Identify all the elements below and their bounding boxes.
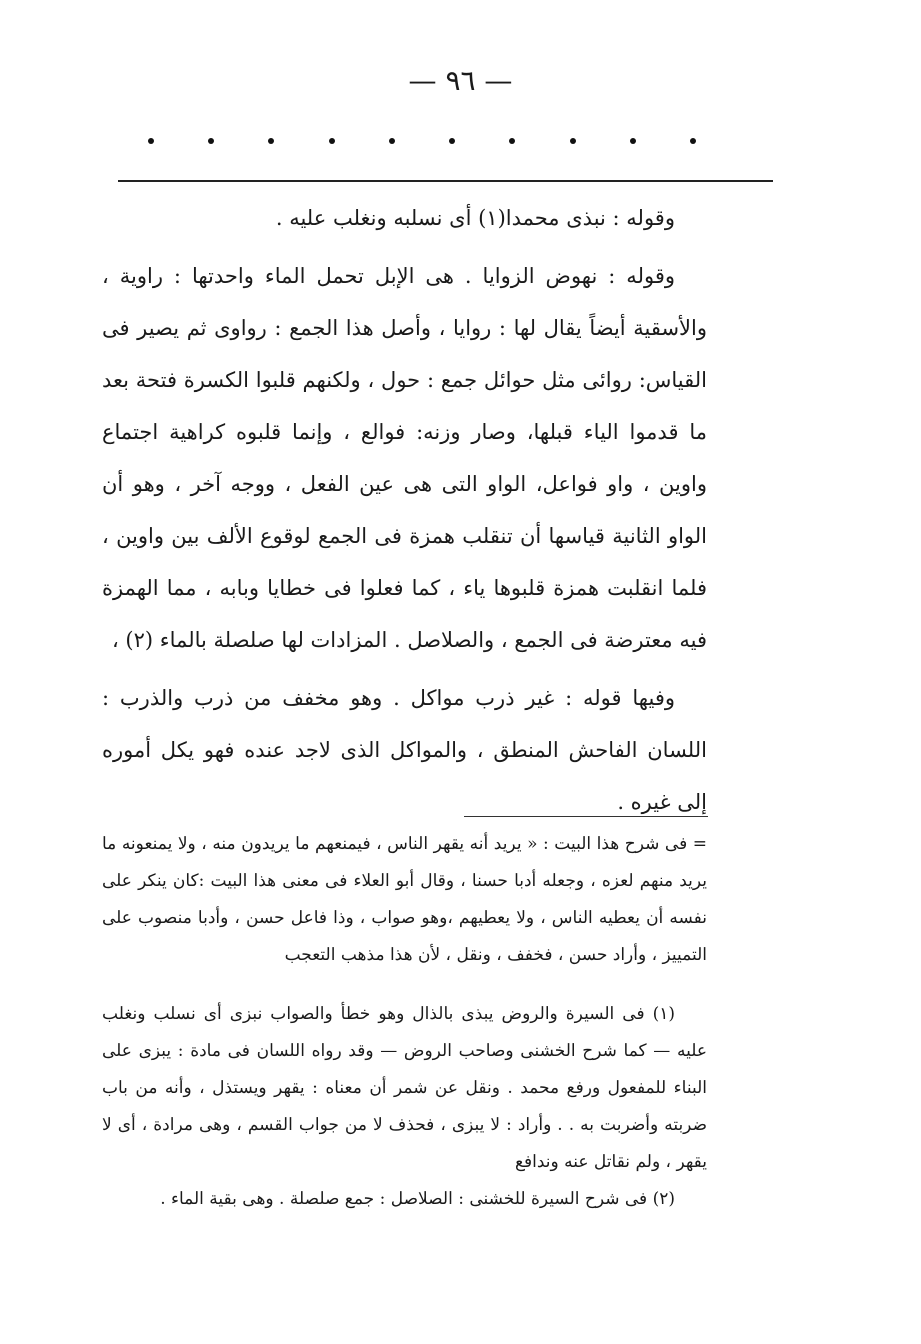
footnote-2: (٢) فى شرح السيرة للخشنى : الصلاصل : جمع صلصلة . وهى بقية الماء . (160, 1189, 675, 1209)
ornament-dot (389, 138, 395, 144)
main-text (102, 192, 707, 828)
ornament-dot (449, 138, 455, 144)
ornament-dot (690, 138, 696, 144)
paragraph-zawaya: وقوله : نهوض الزوايا . هى الإبل تحمل الماء واحدتها : راوية ، والأسقية أيضاً يقال لها : روايا ، وأصل هذا الجمع : رواوى ثم يصير فى القياس: روائى مثل حوائل جمع : حول ، ولكنهم قلبوا الكسرة فتحة بعد ما قدموا الياء قبلها، وصار وزنه: فوالع ، وإنما قلبوه كراهية اجتماع واوين ، واو فواعل، الواو التى هى عين الفعل ، ووجه آخر ، وهو أن الواو الثانية قياسها أن تنقلب همزة فى الجمع لوقوع الألف بين واوين ، فلما انقلبت همزة قلبوها ياء ، كما فعلوا فى خطايا وبابه ، مما الهمزة فيه معترضة فى الجمع ، والصلاصل . المزادات لها صلصلة بالماء (٢) ، (102, 264, 707, 652)
ornament-dot (208, 138, 214, 144)
footnotes (102, 826, 707, 1218)
footnote-separator (464, 816, 708, 817)
ornament-dot (148, 138, 154, 144)
ornament-dot (329, 138, 335, 144)
footnote-1: (١) فى السيرة والروض يبذى بالذال وهو خطأ والصواب نبزى أى نسلب ونغلب عليه — كما شرح الخشنى وصاحب الروض — وقد رواه اللسان فى مادة : يبزى على البناء للمفعول ورفع محمد . ونقل عن شمر أن معناه : يقهر ويستذل ، وأنه من باب ضربته وأضربت به . . وأراد : لا يبزى ، فحذف لا من جواب القسم ، وهى مرادة ، أى لا يقهر ، ولم نقاتل عنه وندافع (102, 1004, 707, 1172)
footnote-continuation: = فى شرح هذا البيت : « يريد أنه يقهر الناس ، فيمنعهم ما يريدون منه ، ولا يمنعونه ما يريد منهم لعزه ، وجعله أدبا حسنا ، وقال أبو العلاء فى معنى هذا البيت :كان ينكر على نفسه أن يعطيه الناس ، ولا يعطيهم ،وهو صواب ، وذا فاعل حسن ، وأدبا منصوب على التمييز ، وأراد حسن ، فخفف ، ونقل ، لأن هذا مذهب التعجب (102, 834, 707, 965)
paragraph-dharb: وفيها قوله : غير ذرب مواكل . وهو مخفف من ذرب والذرب : اللسان الفاحش المنطق ، والمواكل الذى لاجد عنده فهو يكل أموره إلى غيره . (102, 686, 707, 814)
header-rule (118, 180, 773, 182)
paragraph-nabdhi: وقوله : نبذى محمدا(١) أى نسلبه ونغلب عليه . (275, 206, 675, 230)
ornament-dots-row (148, 138, 696, 144)
ornament-dot (630, 138, 636, 144)
ornament-dot (268, 138, 274, 144)
page-number: — ٩٦ — (408, 64, 513, 97)
ornament-dot (509, 138, 515, 144)
ornament-dot (570, 138, 576, 144)
